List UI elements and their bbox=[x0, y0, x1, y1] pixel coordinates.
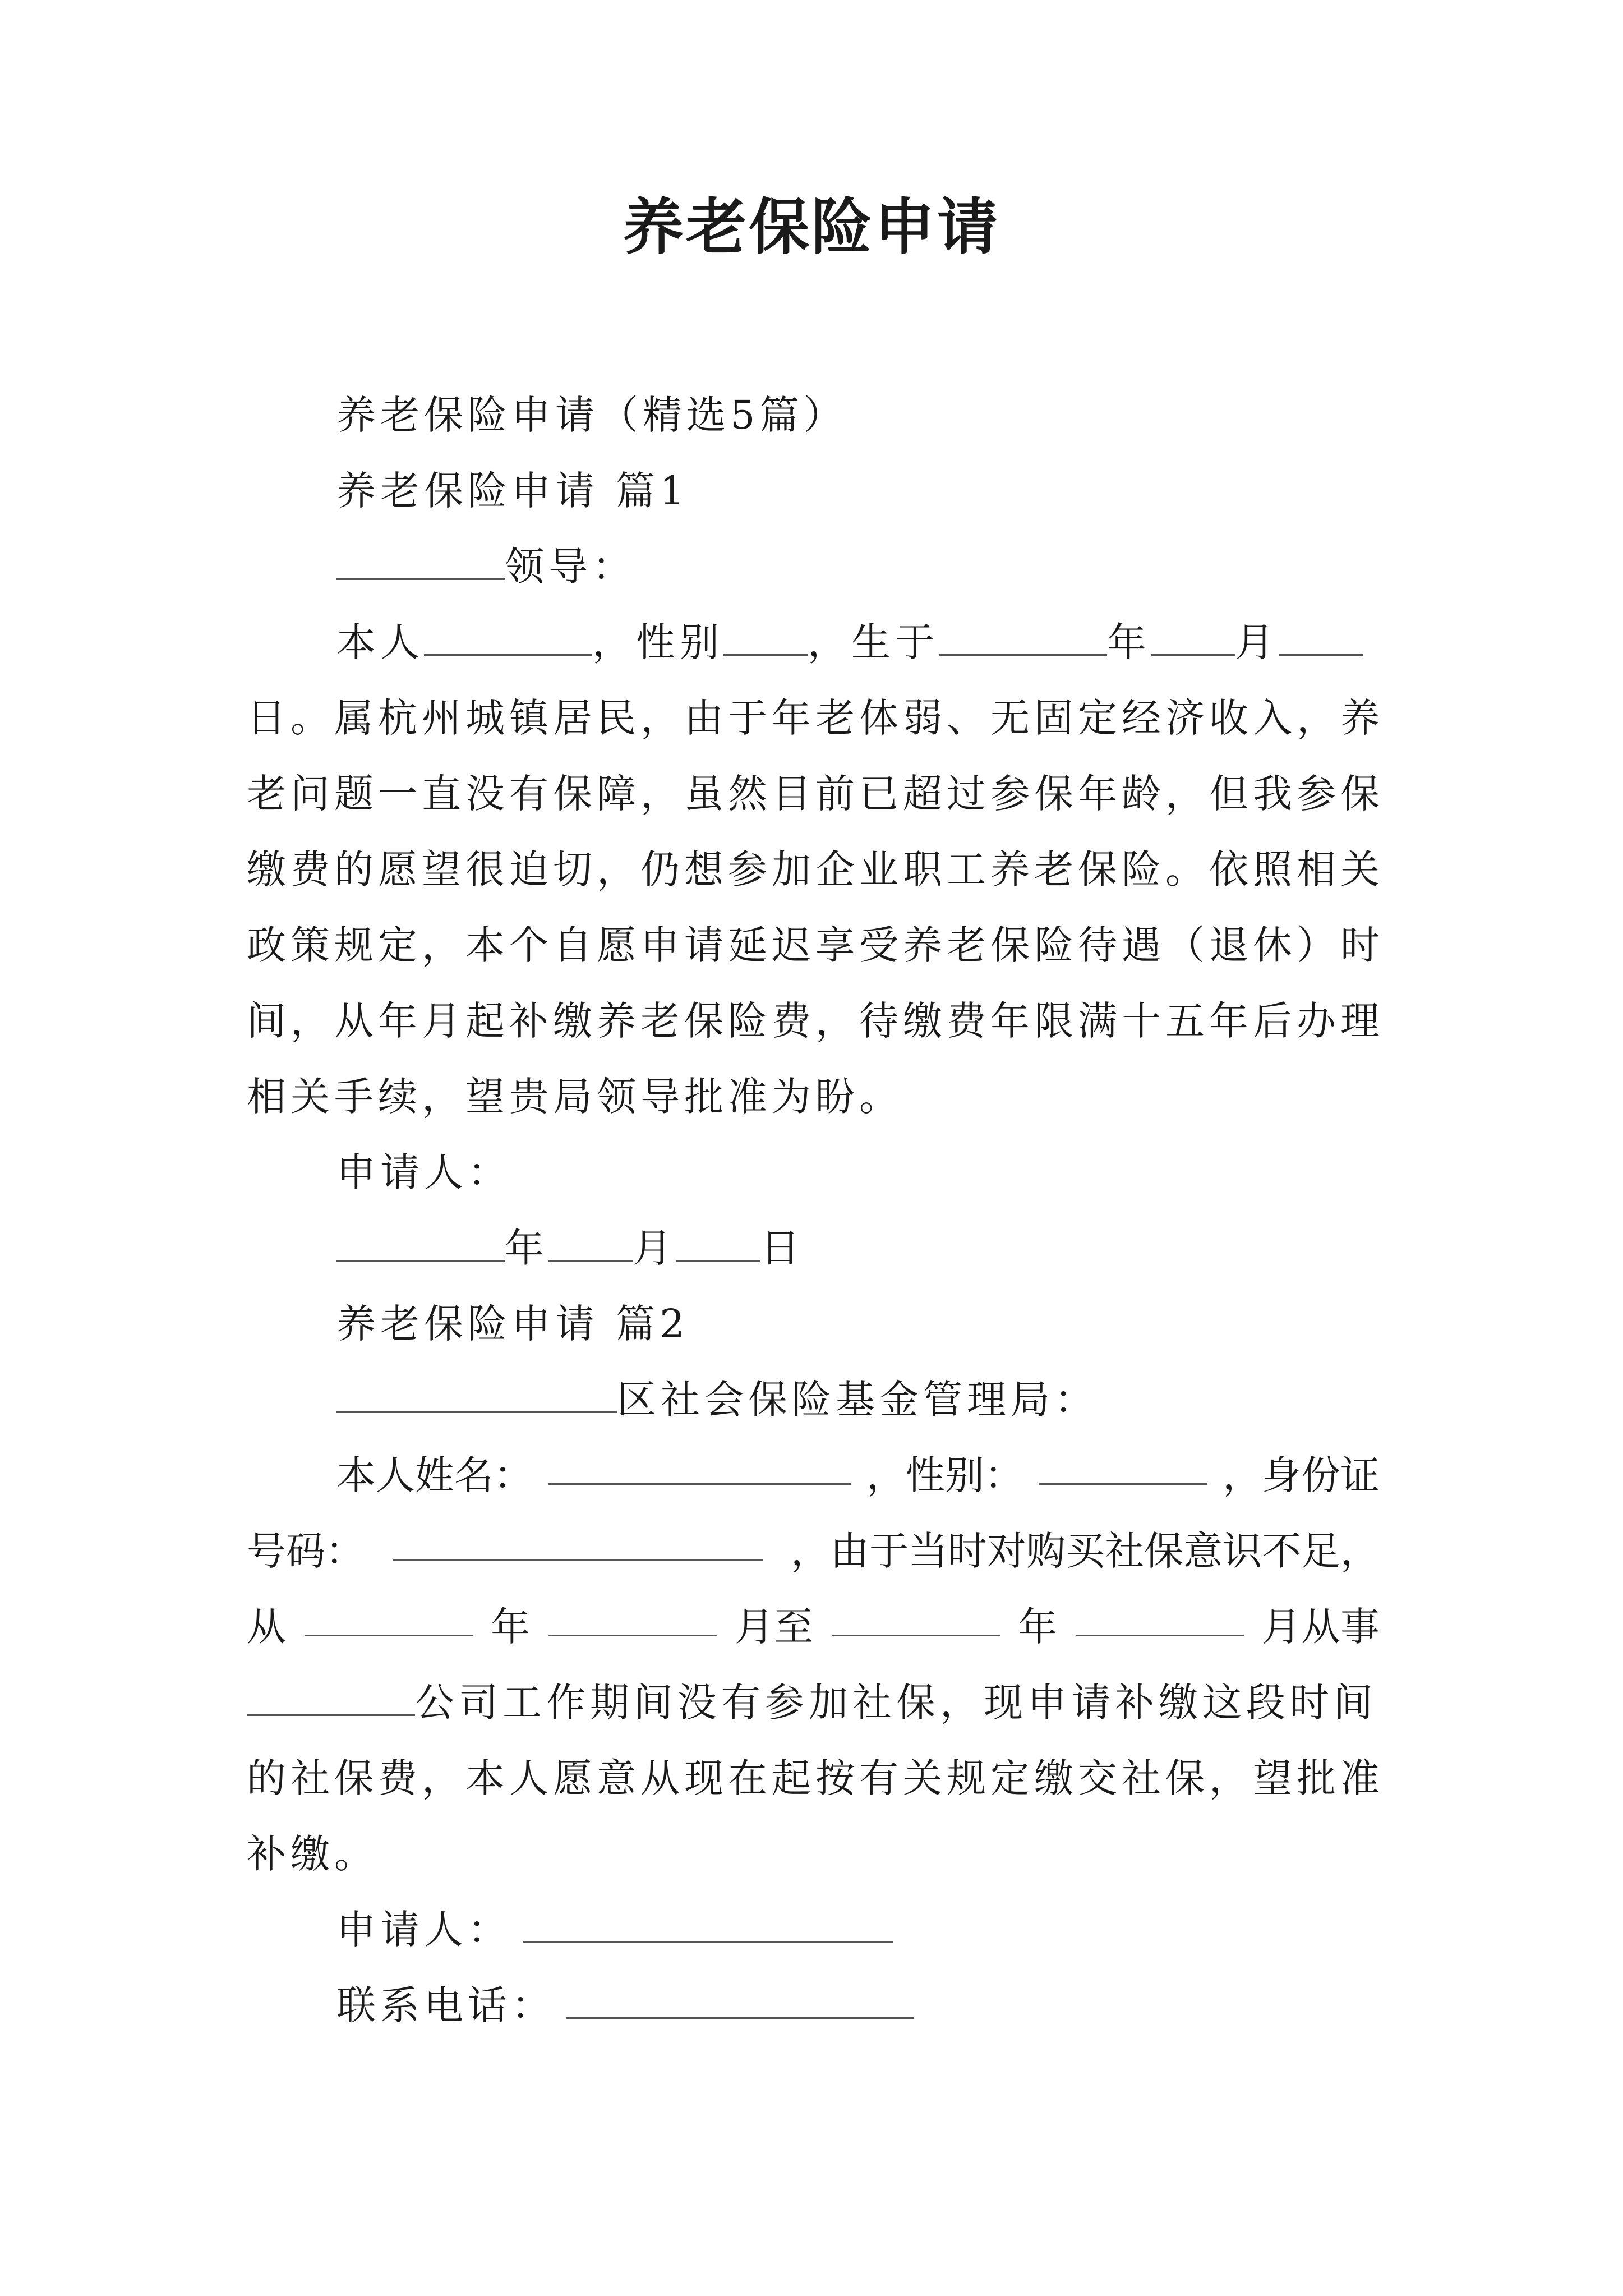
gender-blank bbox=[1039, 1447, 1207, 1485]
district-blank bbox=[336, 1375, 617, 1413]
piece2-row3: 从 年 月至 年 月从事 bbox=[247, 1599, 1380, 1655]
year-blank bbox=[336, 1224, 505, 1262]
year-blank bbox=[305, 1599, 473, 1636]
month-blank bbox=[1151, 618, 1235, 656]
month-blank bbox=[548, 1224, 633, 1262]
piece1-applicant: 申请人： bbox=[336, 1149, 511, 1195]
day-blank bbox=[676, 1224, 760, 1262]
piece1-body-line: 日。属杭州城镇居民，由于年老体弱、无固定经济收入，养 bbox=[247, 695, 1384, 741]
piece1-body-line: 政策规定，本个自愿申请延迟享受养老保险待遇（退休）时 bbox=[247, 922, 1384, 968]
phone-blank bbox=[566, 1981, 914, 2019]
gender-blank bbox=[723, 618, 808, 656]
id-number-blank bbox=[393, 1523, 763, 1561]
piece2-applicant: 申请人： bbox=[336, 1902, 893, 1958]
piece2-row4: 公司工作期间没有参加社保，现申请补缴这段时间 bbox=[247, 1674, 1377, 1731]
month-blank bbox=[548, 1599, 717, 1636]
year-blank bbox=[939, 618, 1107, 656]
intro-line: 养老保险申请（精选5篇） bbox=[336, 392, 847, 438]
piece2-heading: 养老保险申请 篇2 bbox=[336, 1301, 689, 1347]
year-blank bbox=[832, 1599, 1000, 1636]
piece2-row5: 的社保费，本人愿意从现在起按有关规定缴交社保，望批准 bbox=[247, 1755, 1384, 1801]
month-blank bbox=[1076, 1599, 1244, 1636]
day-blank bbox=[1279, 618, 1363, 656]
piece1-body-line: 缴费的愿望很迫切，仍想参加企业职工养老保险。依照相关 bbox=[247, 846, 1384, 892]
piece1-body-line: 相关手续，望贵局领导批准为盼。 bbox=[247, 1074, 903, 1120]
piece1-body-line: 老问题一直没有保障，虽然目前已超过参保年龄，但我参保 bbox=[247, 771, 1384, 817]
piece1-heading: 养老保险申请 篇1 bbox=[336, 468, 689, 514]
piece2-row2: 号码： ，由于当时对购买社保意识不足， bbox=[247, 1523, 1380, 1579]
name-blank bbox=[548, 1447, 851, 1485]
blank-field bbox=[336, 542, 505, 580]
piece1-body-line: 间，从年月起补缴养老保险费，待缴费年限满十五年后办理 bbox=[247, 998, 1384, 1044]
piece1-salutation: 领导： bbox=[336, 539, 636, 595]
company-blank bbox=[247, 1678, 415, 1716]
piece1-date: 年 月 日 bbox=[336, 1220, 804, 1276]
name-blank bbox=[424, 618, 592, 656]
document-title: 养老保险申请 bbox=[623, 192, 1000, 263]
applicant-blank bbox=[523, 1906, 893, 1943]
piece2-salutation: 区社会保险基金管理局： bbox=[336, 1372, 1098, 1428]
piece2-row6: 补缴。 bbox=[247, 1831, 378, 1877]
piece2-phone: 联系电话： bbox=[336, 1977, 914, 2033]
piece1-row1: 本人 ，性别 ，生于 年 月 bbox=[336, 614, 1363, 670]
piece2-row1: 本人姓名： ，性别： ，身份证 bbox=[336, 1447, 1380, 1503]
